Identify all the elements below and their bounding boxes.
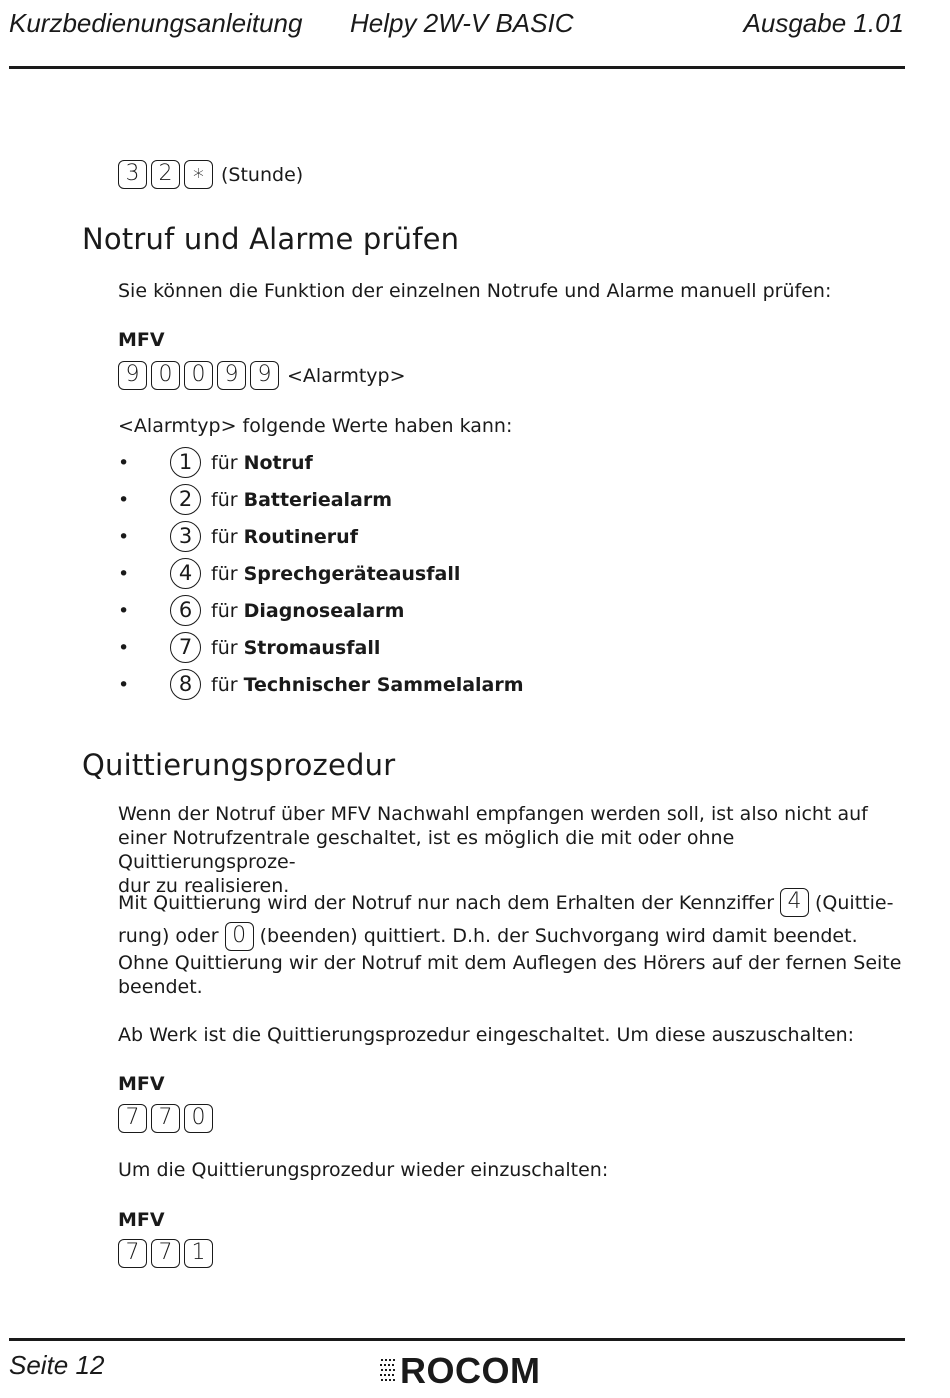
section2-paragraph-2 (118, 884, 908, 999)
paragraph-line: einer Notrufzentrale geschaltet, ist es möglich die mit oder ohne Quittierungsproze- (118, 827, 735, 873)
item-name: Sprechgeräteausfall (243, 562, 461, 585)
key-0: 0 (151, 361, 180, 390)
bullet: • (118, 636, 130, 659)
circled-number: 6 (170, 595, 201, 626)
header-rule (9, 66, 905, 69)
circled-number: 1 (170, 447, 201, 478)
footer-rule (9, 1338, 905, 1341)
item-name: Routineruf (243, 525, 358, 548)
mfv-label: MFV (118, 1209, 165, 1231)
key-sequence-hour (118, 160, 303, 189)
key-1: 1 (184, 1239, 213, 1268)
item-prefix: für (211, 599, 238, 622)
header-edition: Ausgabe 1.01 (743, 8, 904, 38)
item-prefix: für (211, 488, 238, 511)
key-9: 9 (217, 361, 246, 390)
key-7: 7 (151, 1239, 180, 1268)
key-2: 2 (151, 160, 180, 189)
paragraph-text: (Quittie- (815, 891, 894, 914)
item-name: Technischer Sammelalarm (243, 673, 524, 696)
item-name: Stromausfall (243, 636, 381, 659)
alarmtyp-placeholder: <Alarmtyp> (287, 364, 406, 387)
paragraph-line: beendet. (118, 976, 203, 998)
header-product-name: Helpy 2W-V BASIC (350, 8, 574, 38)
logo-wordmark: ROCOM (400, 1350, 541, 1391)
bullet: • (118, 451, 130, 474)
item-name: Diagnosealarm (243, 599, 405, 622)
header-doc-title: Kurzbedienungsanleitung (9, 8, 303, 38)
mfv-label: MFV (118, 329, 165, 351)
alarmtyp-list-intro: <Alarmtyp> folgende Werte haben kann: (118, 415, 513, 437)
key-sequence-suffix: (Stunde) (221, 163, 304, 186)
item-prefix: für (211, 525, 238, 548)
key-0: 0 (225, 922, 254, 951)
key-3: 3 (118, 160, 147, 189)
key-9: 9 (250, 361, 279, 390)
key-0: 0 (184, 361, 213, 390)
key-4: 4 (780, 888, 809, 917)
item-prefix: für (211, 451, 238, 474)
paragraph-text: rung) oder (118, 925, 219, 947)
section2-paragraph-4: Um die Quittierungsprozedur wieder einzuschalten: (118, 1159, 609, 1181)
circled-number: 4 (170, 558, 201, 589)
key-sequence-enable (118, 1239, 217, 1268)
bullet: • (118, 488, 130, 511)
key-9: 9 (118, 361, 147, 390)
section-heading-notruf: Notruf und Alarme prüfen (82, 222, 460, 256)
key-star: ∗ (184, 160, 213, 189)
item-prefix: für (211, 673, 238, 696)
key-0: 0 (184, 1104, 213, 1133)
page-number: Seite 12 (9, 1350, 105, 1380)
rocom-logo (380, 1350, 541, 1392)
bullet: • (118, 525, 130, 548)
bullet: • (118, 673, 130, 696)
paragraph-line: dur zu realisieren. (118, 875, 290, 897)
key-7: 7 (151, 1104, 180, 1133)
item-name: Batteriealarm (243, 488, 393, 511)
key-sequence-disable (118, 1104, 217, 1133)
item-prefix: für (211, 562, 238, 585)
key-7: 7 (118, 1104, 147, 1133)
paragraph-line: Ohne Quittierung wir der Notruf mit dem Auflegen des Hörers auf der fernen Seite (118, 952, 902, 974)
rocom-grid-icon (380, 1356, 400, 1386)
section2-paragraph-3: Ab Werk ist die Quittierungsprozedur eingeschaltet. Um diese auszuschalten: (118, 1024, 855, 1046)
paragraph-text: Mit Quittierung wird der Notruf nur nach dem Erhalten der Kennziffer (118, 891, 775, 914)
circled-number: 3 (170, 521, 201, 552)
paragraph-line: Wenn der Notruf über MFV Nachwahl empfangen werden soll, ist also nicht auf (118, 803, 868, 825)
circled-number: 7 (170, 632, 201, 663)
item-prefix: für (211, 636, 238, 659)
bullet: • (118, 599, 130, 622)
bullet: • (118, 562, 130, 585)
mfv-label: MFV (118, 1073, 165, 1095)
section-heading-quittierung: Quittierungsprozedur (82, 748, 396, 782)
key-sequence-alarm-test (118, 361, 406, 390)
paragraph-text: (beenden) quittiert. D.h. der Suchvorgang wird damit beendet. (259, 925, 858, 947)
circled-number: 2 (170, 484, 201, 515)
section1-intro: Sie können die Funktion der einzelnen Notrufe und Alarme manuell prüfen: (118, 280, 832, 302)
circled-number: 8 (170, 669, 201, 700)
key-7: 7 (118, 1239, 147, 1268)
item-name: Notruf (243, 451, 313, 474)
